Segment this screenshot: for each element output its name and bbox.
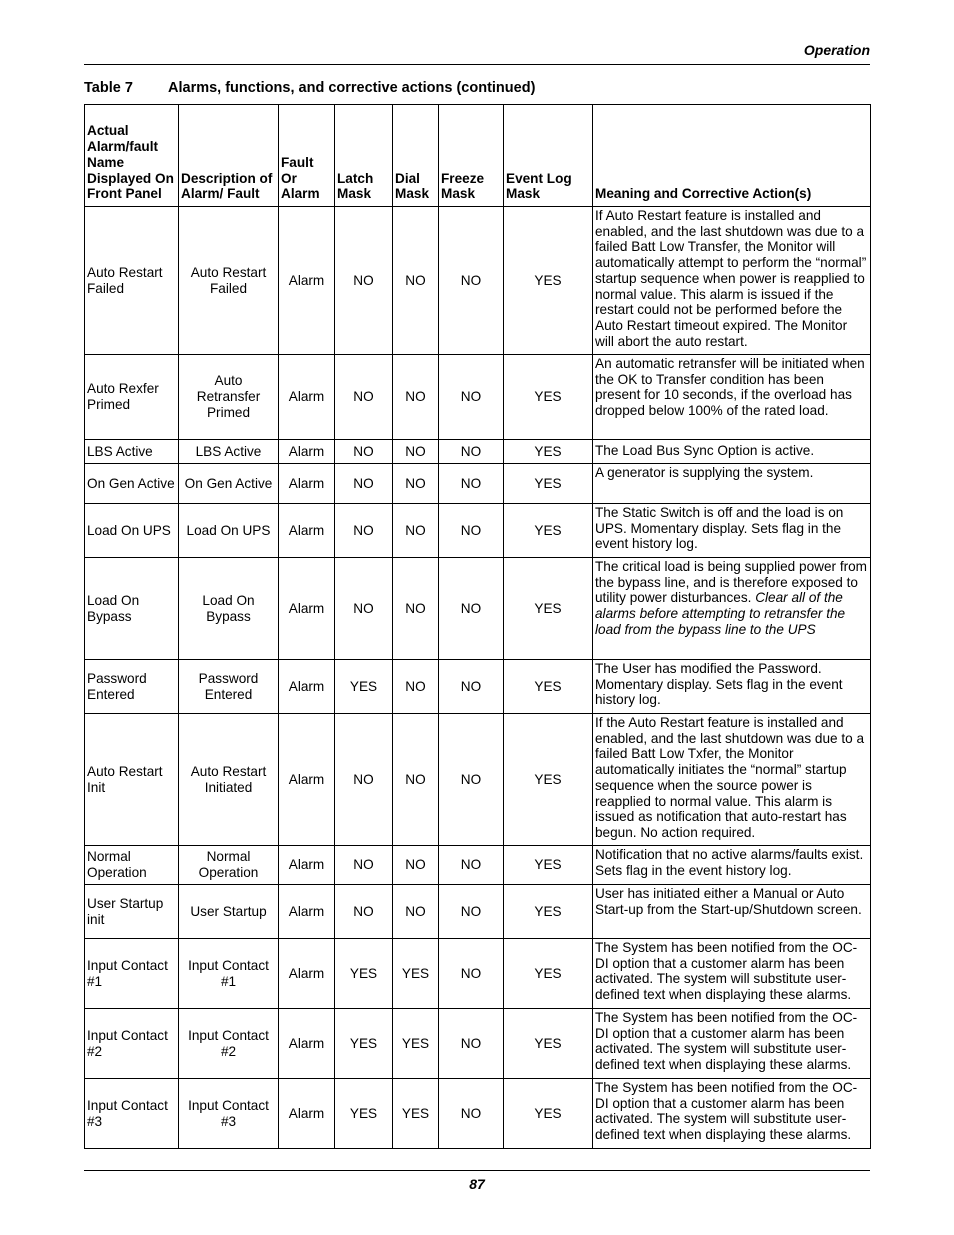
freeze-mask-cell: NO [439,464,504,504]
meaning-text: The System has been notified from the OC-DI option that a customer alarm has been activated. The system will substitute user-defined text when displaying these alarms. [595,1010,858,1073]
section-title: Operation [803,42,870,58]
header-divider [84,64,870,65]
meaning-cell [593,440,871,464]
meaning-cell [593,885,871,939]
alarm-name-cell: Input Contact #3 [85,1079,179,1149]
alarm-description-cell: Normal Operation [179,846,279,885]
meaning-text: The Load Bus Sync Option is active. [595,443,815,459]
table-row [85,1009,871,1079]
table-number: Table 7 [84,80,133,96]
fault-or-alarm-cell: Alarm [279,885,335,939]
fault-or-alarm-cell: Alarm [279,355,335,440]
meaning-italic-text: Clear all of the alarms before attempting to retransfer the load from the bypass line to the UPS [595,590,846,637]
alarm-description-cell: Auto Restart Initiated [179,714,279,846]
table-row [85,885,871,939]
alarms-table [84,104,871,1149]
fault-or-alarm-cell: Alarm [279,939,335,1009]
table-title: Alarms, functions, and corrective actions (continued) [168,80,536,96]
latch-mask-cell: NO [335,558,393,660]
latch-mask-cell: NO [335,504,393,558]
alarm-description-cell: Load On UPS [179,504,279,558]
meaning-cell [593,939,871,1009]
column-header: Freeze Mask [439,105,504,207]
meaning-text: The User has modified the Password. Momentary display. Sets flag in the event history log. [595,661,843,708]
event-log-mask-cell: YES [504,939,593,1009]
table-row [85,558,871,660]
alarm-description-cell: Load On Bypass [179,558,279,660]
column-header: Actual Alarm/fault Name Displayed On Front Panel [85,105,179,207]
column-header: Latch Mask [335,105,393,207]
meaning-text: The System has been notified from the OC-DI option that a customer alarm has been activated. The system will substitute user-defined text when displaying these alarms. [595,940,858,1003]
table-header-row [85,105,871,207]
event-log-mask-cell: YES [504,207,593,355]
table-caption [84,80,535,96]
column-header: Meaning and Corrective Action(s) [593,105,871,207]
dial-mask-cell: YES [393,1079,439,1149]
dial-mask-cell: NO [393,440,439,464]
latch-mask-cell: NO [335,885,393,939]
table-row [85,846,871,885]
event-log-mask-cell: YES [504,504,593,558]
latch-mask-cell: NO [335,207,393,355]
alarm-name-cell: User Startup init [85,885,179,939]
alarm-description-cell: Auto Retransfer Primed [179,355,279,440]
meaning-cell [593,714,871,846]
latch-mask-cell: YES [335,1009,393,1079]
freeze-mask-cell: NO [439,440,504,464]
footer-divider [84,1170,870,1171]
meaning-cell [593,1079,871,1149]
alarm-description-cell: On Gen Active [179,464,279,504]
meaning-text: A generator is supplying the system. [595,465,814,480]
freeze-mask-cell: NO [439,558,504,660]
latch-mask-cell: YES [335,1079,393,1149]
dial-mask-cell: NO [393,558,439,660]
meaning-text: If Auto Restart feature is installed and enabled, and the last shutdown was due to a failed Batt Low Transfer, the Monitor will automatically attempt to perform the “normal” startup sequence when power is reapplied to normal value. This alarm is issued if the restart could not be performed before the Auto Restart timeout expired. The Monitor will abort the auto restart. [595,208,867,349]
freeze-mask-cell: NO [439,660,504,714]
dial-mask-cell: NO [393,504,439,558]
alarm-description-cell: Auto Restart Failed [179,207,279,355]
alarm-name-cell: Load On UPS [85,504,179,558]
event-log-mask-cell: YES [504,714,593,846]
alarm-description-cell: Input Contact #3 [179,1079,279,1149]
alarm-description-cell: Input Contact #2 [179,1009,279,1079]
fault-or-alarm-cell: Alarm [279,714,335,846]
fault-or-alarm-cell: Alarm [279,440,335,464]
table-row [85,464,871,504]
latch-mask-cell: NO [335,714,393,846]
freeze-mask-cell: NO [439,355,504,440]
event-log-mask-cell: YES [504,885,593,939]
alarm-name-cell: Password Entered [85,660,179,714]
meaning-cell [593,464,871,504]
meaning-text: The critical load is being supplied power from the bypass line, and is therefore exposed to utility power disturbances. [595,559,868,606]
freeze-mask-cell: NO [439,1009,504,1079]
table-row [85,1079,871,1149]
freeze-mask-cell: NO [439,846,504,885]
fault-or-alarm-cell: Alarm [279,558,335,660]
event-log-mask-cell: YES [504,464,593,504]
page-number: 87 [469,1176,485,1192]
alarm-description-cell: LBS Active [179,440,279,464]
table-row [85,939,871,1009]
meaning-cell [593,207,871,355]
freeze-mask-cell: NO [439,1079,504,1149]
meaning-text: User has initiated either a Manual or Auto Start-up from the Start-up/Shutdown screen. [595,886,862,917]
dial-mask-cell: NO [393,464,439,504]
alarm-description-cell: Password Entered [179,660,279,714]
dial-mask-cell: YES [393,1009,439,1079]
meaning-text: If the Auto Restart feature is installed and enabled, and the last shutdown was due to a failed Batt Low Txfer, the Monitor automatically initiates the “normal” startup sequence when the source power is reapplied to normal value. This alarm is issued as notification that auto-restart has begun. No action required. [595,715,865,840]
alarm-name-cell: Normal Operation [85,846,179,885]
fault-or-alarm-cell: Alarm [279,464,335,504]
table-row [85,660,871,714]
column-header: Fault Or Alarm [279,105,335,207]
alarm-name-cell: Input Contact #1 [85,939,179,1009]
freeze-mask-cell: NO [439,885,504,939]
latch-mask-cell: YES [335,660,393,714]
column-header: Description of Alarm/ Fault [179,105,279,207]
meaning-cell [593,355,871,440]
freeze-mask-cell: NO [439,504,504,558]
dial-mask-cell: NO [393,207,439,355]
meaning-text: The Static Switch is off and the load is on UPS. Momentary display. Sets flag in the event history log. [595,505,844,552]
dial-mask-cell: NO [393,355,439,440]
latch-mask-cell: NO [335,464,393,504]
fault-or-alarm-cell: Alarm [279,660,335,714]
meaning-cell [593,660,871,714]
table-row [85,440,871,464]
freeze-mask-cell: NO [439,939,504,1009]
alarm-name-cell: Auto Restart Failed [85,207,179,355]
meaning-text: The System has been notified from the OC-DI option that a customer alarm has been activated. The system will substitute user-defined text when displaying these alarms. [595,1080,858,1143]
event-log-mask-cell: YES [504,660,593,714]
meaning-cell [593,846,871,885]
column-header: Dial Mask [393,105,439,207]
table-row [85,355,871,440]
fault-or-alarm-cell: Alarm [279,1009,335,1079]
latch-mask-cell: NO [335,440,393,464]
dial-mask-cell: NO [393,846,439,885]
column-header: Event Log Mask [504,105,593,207]
table-row [85,504,871,558]
event-log-mask-cell: YES [504,1079,593,1149]
meaning-cell [593,558,871,660]
fault-or-alarm-cell: Alarm [279,504,335,558]
meaning-cell [593,1009,871,1079]
alarm-name-cell: LBS Active [85,440,179,464]
alarm-name-cell: Input Contact #2 [85,1009,179,1079]
event-log-mask-cell: YES [504,355,593,440]
meaning-text: Notification that no active alarms/faults exist. Sets flag in the event history log. [595,847,864,878]
freeze-mask-cell: NO [439,714,504,846]
event-log-mask-cell: YES [504,558,593,660]
table-row [85,714,871,846]
fault-or-alarm-cell: Alarm [279,846,335,885]
alarm-name-cell: On Gen Active [85,464,179,504]
table-row [85,207,871,355]
freeze-mask-cell: NO [439,207,504,355]
meaning-text: An automatic retransfer will be initiated when the OK to Transfer condition has been present for 10 seconds, if the overload has dropped below 100% of the rated load. [595,356,865,419]
dial-mask-cell: NO [393,885,439,939]
alarm-name-cell: Load On Bypass [85,558,179,660]
fault-or-alarm-cell: Alarm [279,1079,335,1149]
event-log-mask-cell: YES [504,846,593,885]
alarm-description-cell: Input Contact #1 [179,939,279,1009]
meaning-cell [593,504,871,558]
event-log-mask-cell: YES [504,1009,593,1079]
alarm-description-cell: User Startup [179,885,279,939]
dial-mask-cell: NO [393,714,439,846]
fault-or-alarm-cell: Alarm [279,207,335,355]
latch-mask-cell: NO [335,846,393,885]
dial-mask-cell: YES [393,939,439,1009]
dial-mask-cell: NO [393,660,439,714]
alarm-name-cell: Auto Restart Init [85,714,179,846]
latch-mask-cell: YES [335,939,393,1009]
alarm-name-cell: Auto Rexfer Primed [85,355,179,440]
event-log-mask-cell: YES [504,440,593,464]
latch-mask-cell: NO [335,355,393,440]
